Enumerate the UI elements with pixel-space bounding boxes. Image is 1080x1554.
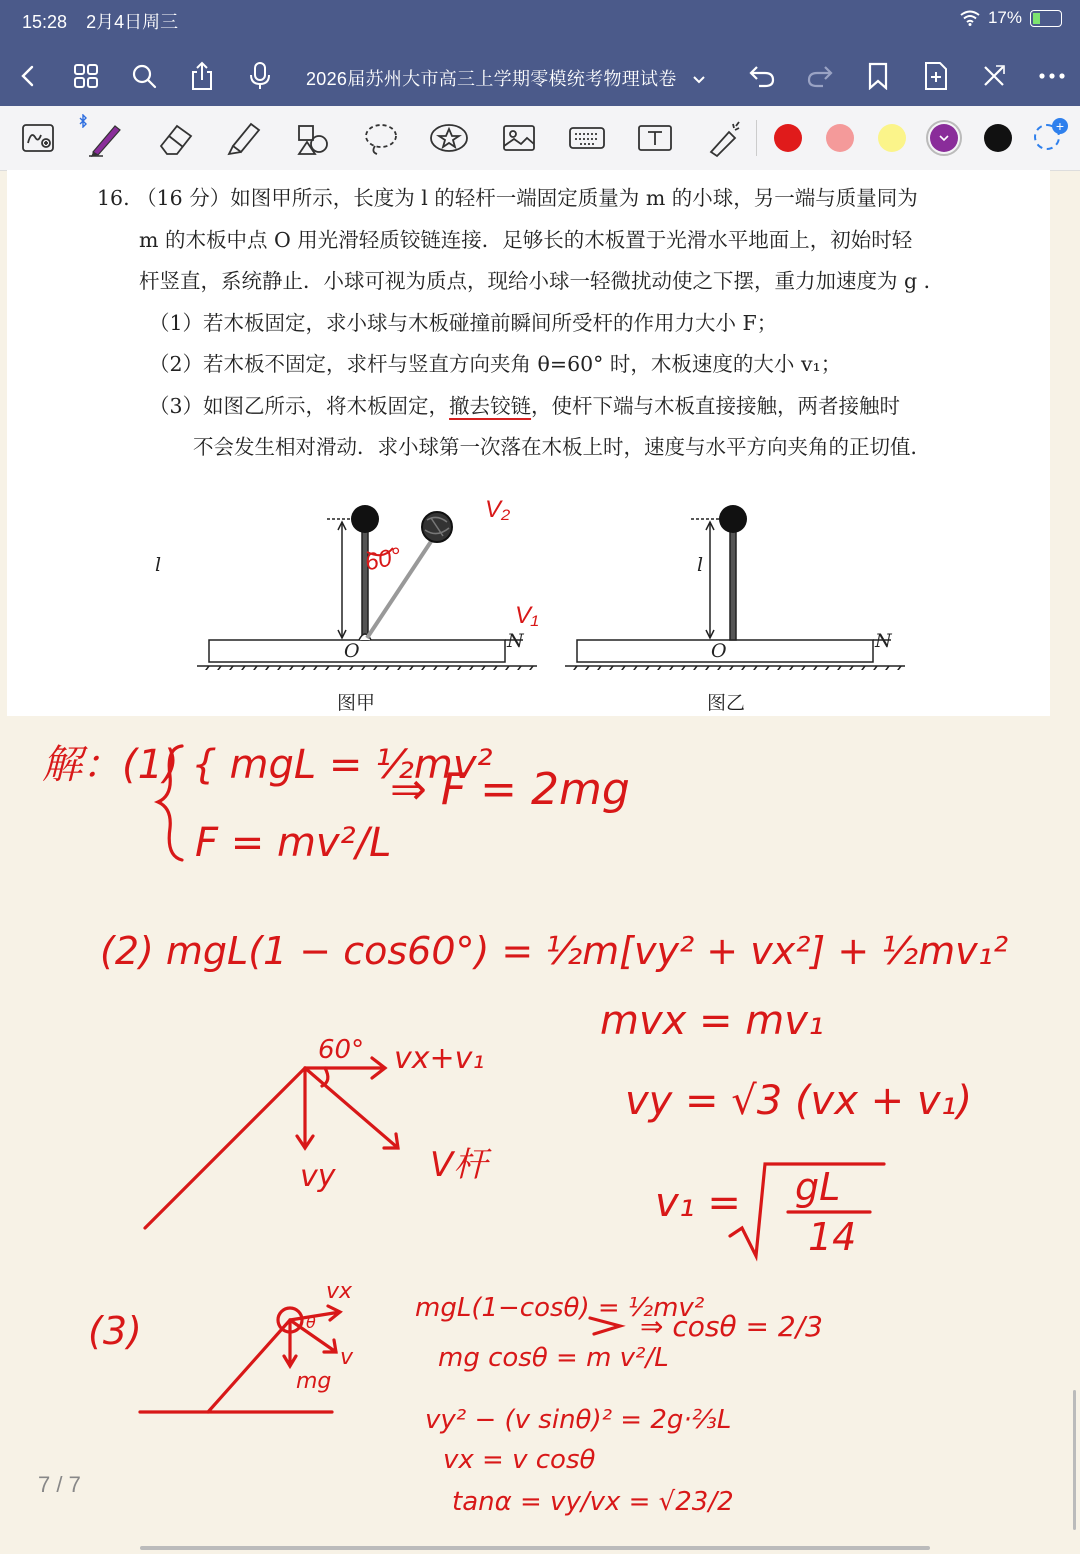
label-N: N — [507, 630, 524, 652]
solution-2-denominator: 14 — [808, 1215, 857, 1259]
eraser-icon[interactable] — [154, 118, 196, 158]
keyboard-icon[interactable] — [566, 118, 608, 158]
subquestion-1: （1）若木板固定，求小球与木板碰撞前瞬间所受杆的作用力大小 F； — [149, 310, 778, 335]
status-right — [960, 8, 1062, 28]
document-title[interactable]: 2026届苏州大市高三上学期零模统考物理试卷 — [306, 65, 706, 91]
solution-3-line4: vx = v cosθ — [443, 1445, 596, 1475]
solution-3-tan: tanα = vy/vx = √23/2 — [452, 1487, 734, 1517]
diagram3-mg: mg — [296, 1369, 332, 1394]
diagram-v-rod: V杆 — [430, 1145, 488, 1185]
add-page-icon[interactable] — [918, 58, 954, 94]
wifi-icon — [960, 10, 980, 26]
figure-jia-caption: 图甲 — [337, 692, 376, 714]
label-O: O — [711, 640, 727, 662]
hand-v1: V₁ — [515, 602, 539, 629]
label-l: l — [697, 554, 704, 576]
solution-2-numerator: gL — [795, 1165, 841, 1209]
share-icon[interactable] — [184, 58, 220, 94]
close-icon[interactable] — [976, 58, 1012, 94]
question-16 — [97, 178, 997, 469]
diagram-vy: vy — [300, 1159, 336, 1194]
solution-ink — [0, 716, 1080, 1554]
battery-percent: 17% — [987, 8, 1022, 27]
solution-2-line3: vy = √3 (vx + v₁) — [625, 1078, 973, 1124]
underlined-phrase: 撤去铰链 — [449, 393, 532, 418]
plus-icon: + — [1052, 118, 1068, 134]
diagram3-vx: vx — [326, 1279, 353, 1304]
redo-icon[interactable] — [802, 58, 838, 94]
diagram3-ground — [140, 1320, 332, 1412]
scrollbar[interactable] — [1073, 1390, 1076, 1530]
bookmark-icon[interactable] — [860, 58, 896, 94]
mic-icon[interactable] — [242, 58, 278, 94]
label-O: O — [344, 640, 360, 662]
hand-angle-arc — [363, 546, 423, 606]
subquestion-3-cont: 不会发生相对滑动．求小球第一次落在木板上时，速度与水平方向夹角的正切值． — [193, 435, 931, 459]
chevron-down-icon — [930, 124, 958, 152]
diagram3-theta: θ — [306, 1313, 316, 1332]
color-purple-swatch[interactable] — [930, 124, 958, 152]
more-icon[interactable] — [1034, 58, 1070, 94]
back-icon[interactable] — [10, 58, 46, 94]
lasso-icon[interactable] — [360, 118, 402, 158]
top-bar — [0, 0, 1080, 106]
solution-3-line2: mg cosθ = m v²/L — [438, 1343, 669, 1373]
search-icon[interactable] — [126, 58, 162, 94]
laser-pointer-icon[interactable] — [702, 118, 744, 158]
handwriting-icon[interactable] — [18, 118, 60, 158]
solution-3-line3: vy² − (v sinθ)² = 2g·⅔L — [425, 1405, 732, 1435]
diagram-vx-v1: vx+v₁ — [394, 1041, 485, 1076]
color-red-swatch[interactable] — [774, 124, 802, 152]
label-N: N — [875, 630, 892, 652]
status-date: 2月4日周三 — [86, 12, 179, 32]
handwritten-solution — [0, 716, 1080, 1554]
ball-icon — [719, 505, 747, 533]
solution-1-line2: F = mv²/L — [195, 820, 392, 866]
diagram-incline — [145, 1068, 305, 1228]
sticker-icon[interactable] — [428, 118, 470, 158]
textbox-icon[interactable] — [634, 118, 676, 158]
color-yellow-swatch[interactable] — [878, 124, 906, 152]
solution-3-line1: mgL(1−cosθ) = ½mv² — [415, 1293, 705, 1323]
diagram-angle: 60° — [318, 1035, 365, 1065]
chevron-down-icon[interactable] — [692, 75, 706, 85]
solution-2-line2: mvx = mv₁ — [600, 998, 824, 1044]
status-time: 15:28 — [22, 12, 68, 32]
solution-1-result: ⇒ F = 2mg — [390, 764, 630, 815]
question-line: m 的木板中点 O 用光滑轻质铰链连接．足够长的木板置于光滑水平地面上，初始时轻 — [139, 227, 913, 252]
image-icon[interactable] — [498, 118, 540, 158]
shapes-icon[interactable] — [292, 118, 334, 158]
diagram3-v: v — [340, 1345, 354, 1370]
highlighter-icon[interactable] — [222, 118, 264, 158]
page-indicator: 7 / 7 — [38, 1472, 81, 1497]
color-pink-swatch[interactable] — [826, 124, 854, 152]
battery-icon — [1030, 10, 1062, 27]
diagram-arrow-vrod — [305, 1068, 398, 1148]
question-line: 杆竖直，系统静止．小球可视为质点，现给小球一轻微扰动使之下摆，重力加速度为 g ． — [139, 269, 945, 293]
undo-icon[interactable] — [744, 58, 780, 94]
hand-angle-60: 60° — [362, 542, 404, 577]
figure-yi-caption: 图乙 — [707, 692, 746, 714]
status-bar — [22, 8, 192, 34]
subquestion-3: （3）如图乙所示，将木板固定，撤去铰链，使杆下端与木板直接接触，两者接触时 — [149, 393, 901, 418]
solution-1-line1: 解：(1) { mgL = ½mv² — [42, 742, 493, 788]
solution-2-result: v₁ = — [655, 1180, 741, 1226]
drawing-toolbar — [0, 106, 1080, 171]
pen-icon[interactable] — [84, 118, 126, 158]
ball-icon — [351, 505, 379, 533]
label-l: l — [155, 554, 162, 576]
grid-icon[interactable] — [68, 58, 104, 94]
solution-2-line1: (2) mgL(1 − cos60°) = ½m[vy² + vx²] + ½mv₁² — [100, 929, 1009, 973]
hand-v2: V₂ — [485, 496, 511, 523]
subquestion-2: （2）若木板不固定，求杆与竖直方向夹角 θ=60° 时，木板速度的大小 v₁； — [149, 352, 842, 376]
exam-page — [7, 170, 1050, 716]
nav-row — [0, 52, 1080, 100]
question-line: 16. （16 分）如图甲所示，长度为 l 的轻杆一端固定质量为 m 的小球，另一端与质量同为 — [97, 186, 918, 210]
solution-3-cos: ⇒ cosθ = 2/3 — [640, 1310, 823, 1343]
toolbar-divider — [756, 120, 757, 156]
diagram-arrow-vy — [297, 1068, 313, 1148]
solution-3-label: (3) — [88, 1309, 142, 1353]
color-black-swatch[interactable] — [984, 124, 1012, 152]
home-indicator[interactable] — [140, 1546, 930, 1550]
